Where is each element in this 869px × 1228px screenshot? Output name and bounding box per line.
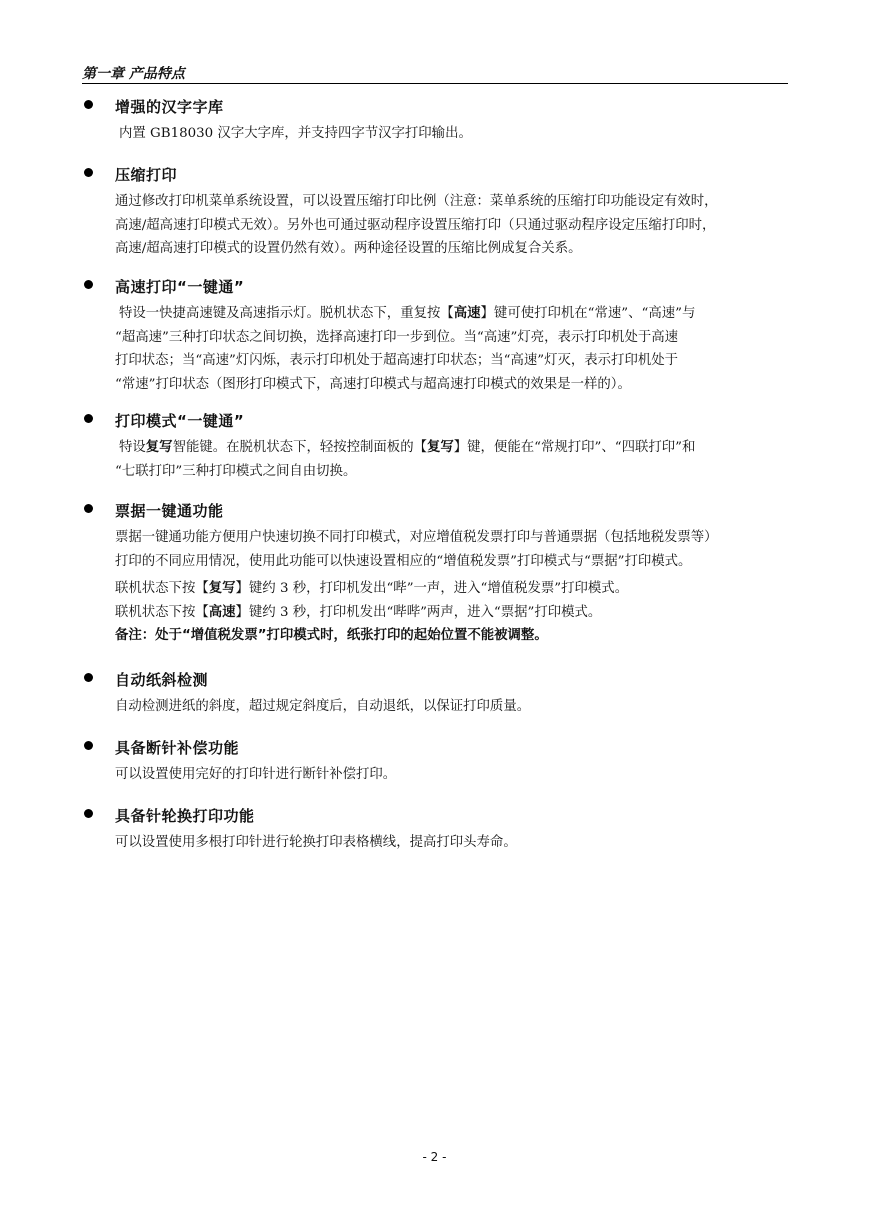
section-compressed-print (82, 164, 788, 261)
paragraph-line: 内置 GB18030 汉字大字库，并支持四字节汉字打印输出。 (119, 126, 472, 141)
bullet-icon (84, 414, 93, 423)
text-span: 】键约 3 秒，打印机发出“哔”一声，进入“增值税发票”打印模式。 (235, 581, 629, 596)
page-number: - 2 - (422, 1150, 447, 1164)
section-title: 具备针轮换打印功能 (115, 807, 255, 825)
paragraph-line: “超高速”三种打印状态之间切换，选择高速打印一步到位。当“高速”灯亮，表示打印机处于高速 (115, 329, 679, 345)
key-name: 高速 (208, 604, 236, 620)
section-title: 票据一键通功能 (115, 502, 224, 520)
section-title: 具备断针补偿功能 (115, 739, 240, 757)
section-body (115, 763, 788, 787)
text-span: 智能键。在脱机状态下，轻按控制面板的【 (172, 440, 427, 455)
paragraph-line: 票据一键通功能方便用户快速切换不同打印模式，对应增值税发票打印与普通票据（包括地税发票等） (115, 530, 718, 545)
section-broken-pin (82, 737, 788, 787)
section-body (115, 122, 788, 146)
note-text: 备注：处于“增值税发票”打印模式时，纸张打印的起始位置不能被调整。 (115, 628, 548, 643)
paragraph-line: 可以设置使用多根打印针进行轮换打印表格横线，提高打印头寿命。 (115, 835, 517, 850)
text-span: 特设 (119, 440, 146, 455)
key-name: 复写 (145, 440, 173, 455)
key-name: 复写 (208, 581, 236, 596)
text-span: 联机状态下按【 (115, 581, 209, 596)
section-title: 打印模式“一键通” (115, 412, 245, 430)
paragraph-line: 自动检测进纸的斜度，超过规定斜度后，自动退纸，以保证打印质量。 (115, 699, 531, 714)
section-chinese-font (82, 96, 788, 146)
section-pin-rotation (82, 805, 788, 855)
key-name: 高速 (453, 306, 481, 321)
bullet-icon (84, 673, 93, 682)
paragraph-line (115, 577, 788, 601)
section-title: 自动纸斜检测 (115, 671, 209, 689)
section-body (115, 190, 788, 261)
paragraph-line: “七联打印”三种打印模式之间自由切换。 (115, 463, 357, 479)
section-print-mode (82, 410, 788, 483)
bullet-icon (84, 504, 93, 513)
text-span: 】键约 3 秒，打印机发出“哔哔”两声，进入“票据”打印模式。 (235, 604, 602, 620)
section-skew-detect (82, 669, 788, 719)
section-title: 高速打印“一键通” (115, 278, 245, 296)
paragraph-line (115, 601, 788, 625)
bullet-icon (84, 809, 93, 818)
section-body (115, 436, 788, 483)
bullet-icon (84, 100, 93, 109)
section-body (115, 302, 788, 396)
section-title: 增强的汉字字库 (115, 98, 224, 116)
paragraph-line: “常速”打印状态（图形打印模式下，高速打印模式与超高速打印模式的效果是一样的）。 (115, 376, 631, 392)
text-span: 特设一快捷高速键及高速指示灯。脱机状态下，重复按【 (119, 306, 454, 321)
section-title: 压缩打印 (115, 166, 178, 184)
paragraph-line: 打印的不同应用情况，使用此功能可以快速设置相应的“增值税发票”打印模式与“票据”打印模式。 (115, 553, 692, 569)
chapter-title: 第一章 产品特点 (82, 66, 185, 82)
section-body (115, 695, 788, 719)
paragraph-line (115, 302, 788, 326)
section-high-speed (82, 276, 788, 396)
paragraph-line: 高速/超高速打印模式无效）。另外也可通过驱动程序设置压缩打印（只通过驱动程序设定压缩打印时， (115, 217, 716, 233)
text-span: 】键可使打印机在“常速”、“高速”与 (480, 306, 696, 321)
key-name: 复写 (426, 440, 454, 455)
paragraph-line: 通过修改打印机菜单系统设置，可以设置压缩打印比例（注意：菜单系统的压缩打印功能设定有效时， (115, 194, 718, 209)
bullet-icon (84, 168, 93, 177)
paragraph-line: 打印状态；当“高速”灯闪烁，表示打印机处于超高速打印状态；当“高速”灯灭，表示打印机处于 (115, 353, 679, 368)
bullet-icon (84, 280, 93, 289)
page-header (82, 63, 788, 84)
paragraph-line: 可以设置使用完好的打印针进行断针补偿打印。 (115, 767, 397, 782)
text-span: 】键，便能在“常规打印”、“四联打印”和 (453, 440, 696, 455)
text-span: 联机状态下按【 (115, 604, 209, 620)
bullet-icon (84, 741, 93, 750)
paragraph-line: 高速/超高速打印模式的设置仍然有效）。两种途径设置的压缩比例成复合关系。 (115, 241, 582, 256)
paragraph-line (115, 436, 788, 460)
section-ticket-mode (82, 500, 788, 648)
section-body (115, 526, 788, 648)
section-body (115, 831, 788, 855)
